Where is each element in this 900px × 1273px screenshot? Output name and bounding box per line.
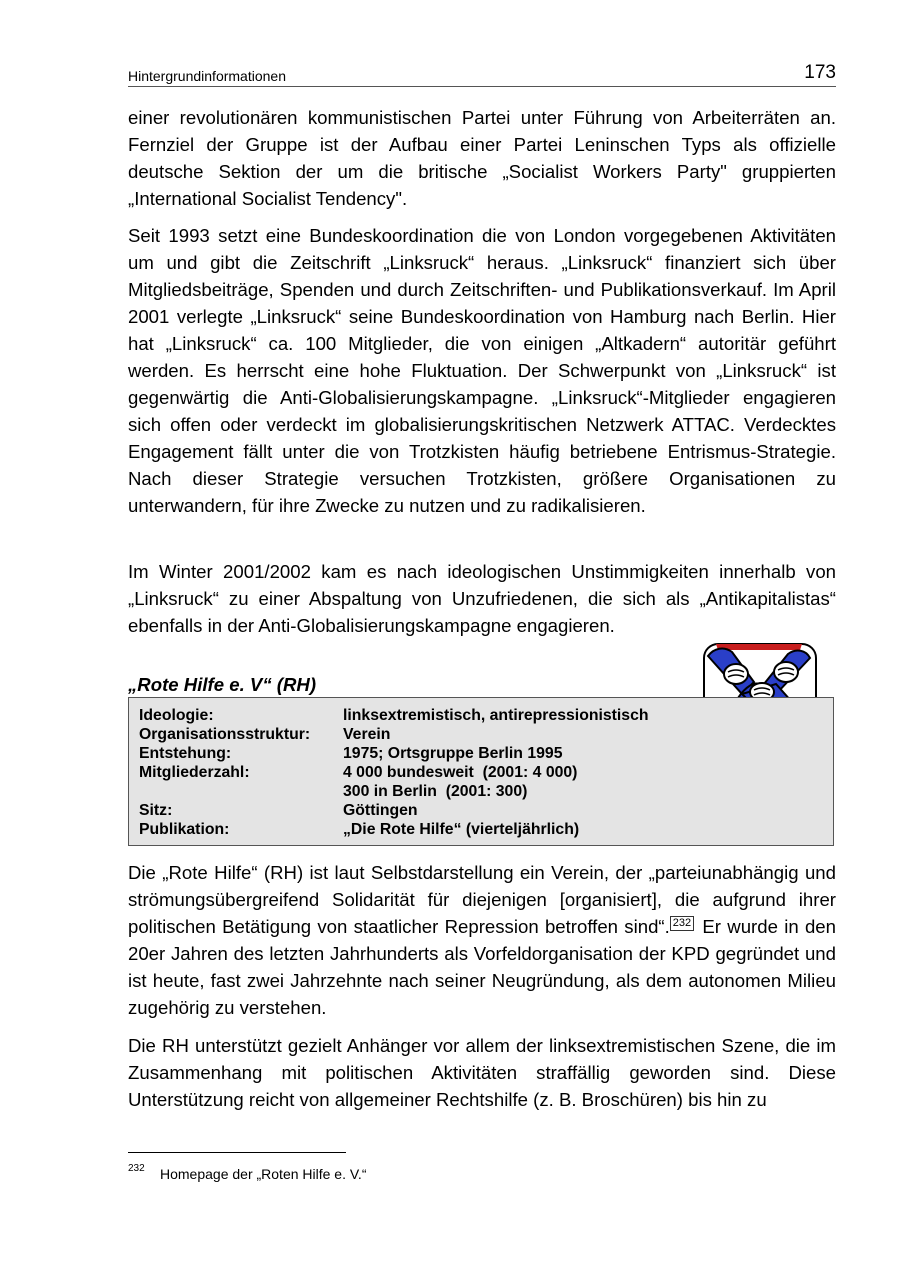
info-row (139, 725, 819, 744)
paragraph-4-end: Er wurde in den 20er Jahren des letzten Jahrhunderts als Vorfeldorganisation der KPD gegründet und ist heute, fast zwei Jahrzehnte nach seiner Neugründung, als dem autonomen Milieu zugehörig zu verstehen. (128, 916, 836, 1018)
paragraph-4-start: Die „Rote Hilfe“ (RH) ist laut Selbstdarstellung ein Verein, der „parteiunabhängig und strömungsübergreifend Solidarität für diejenigen [organisiert], die aufgrund ihrer politischen Betätigung von staatlicher Repression betroffen sind“. (128, 862, 836, 937)
info-label: Mitgliederzahl: (139, 764, 250, 781)
info-value: 4 000 bundesweit (2001: 4 000) (343, 764, 578, 781)
info-value: „Die Rote Hilfe“ (vierteljährlich) (343, 821, 580, 838)
info-label: Sitz: (139, 802, 173, 819)
info-label: Organisationsstruktur: (139, 726, 311, 743)
section-title: „Rote Hilfe e. V“ (RH) (128, 674, 317, 695)
info-value: linksextremistisch, antirepressionistisch (343, 707, 649, 724)
paragraph-5: Die RH unterstützt gezielt Anhänger vor allem der linksextremistischen Szene, die im Zusammenhang mit politischen Aktivitäten straffällig geworden sind. Diese Unterstützung reicht von allgemeiner Rechtshilfe (z. B. Broschüren) bis hin zu (128, 1035, 836, 1110)
paragraph-2: Seit 1993 setzt eine Bundeskoordination die von London vorgegebenen Aktivitäten um und gibt die Zeitschrift „Linksruck“ heraus. „Linksruck“ finanziert sich über Mitgliedsbeiträge, Spenden und durch Zeitschriften- und Publikationsverkauf. Im April 2001 verlegte „Linksruck“ seine Bundeskoordination von Hamburg nach Berlin. Hier hat „Linksruck“ ca. 100 Mitglieder, die von einigen „Altkadern“ autoritär geführt werden. Es herrscht eine hohe Fluktuation. Der Schwerpunkt von „Linksruck“ ist gegenwärtig die Anti-Globalisierungskampagne. „Linksruck“-Mitglieder engagieren sich offen oder verdeckt im globalisierungskritischen Netzwerk ATTAC. Verdecktes Engagement fällt unter die von Trotzkisten häufig betriebene Entrismus-Strategie. Nach dieser Strategie versuchen Trotzkisten, größere Organisationen zu unterwandern, für ihre Zwecke zu nutzen und zu radikalisieren. (128, 225, 836, 516)
info-value: 300 in Berlin (2001: 300) (343, 783, 528, 800)
info-row (139, 763, 819, 782)
organization-info-box (128, 697, 834, 846)
info-value: Göttingen (343, 802, 418, 819)
info-row (139, 744, 819, 763)
footnote-reference-link[interactable]: 232 (670, 916, 694, 931)
paragraph-3: Im Winter 2001/2002 kam es nach ideologischen Unstimmigkeiten innerhalb von „Linksruck“ zu einer Abspaltung von Unzufriedenen, die sich als „Antikapitalistas“ ebenfalls in der Anti-Globalisierungskampagne engagieren. (128, 561, 836, 636)
footnote-number: 232 (128, 1163, 145, 1174)
info-row (139, 706, 819, 725)
info-row (139, 820, 819, 839)
footnote-text: Homepage der „Roten Hilfe e. V.“ (160, 1166, 367, 1182)
paragraph-1: einer revolutionären kommunistischen Partei unter Führung von Arbeiterräten an. Fernziel der Gruppe ist der Aufbau einer Partei Leninschen Typs als offizielle deutsche Sektion der um die britische „Socialist Workers Party" gruppierten „International Socialist Tendency". (128, 107, 836, 209)
info-label: Ideologie: (139, 707, 214, 724)
info-label: Entstehung: (139, 745, 232, 762)
footnote-divider (128, 1152, 346, 1153)
page-number: 173 (804, 62, 836, 83)
info-row (139, 801, 819, 820)
paragraph-4 (128, 859, 836, 1021)
info-value: Verein (343, 726, 391, 743)
info-value: 1975; Ortsgruppe Berlin 1995 (343, 745, 563, 762)
page-header (128, 62, 836, 87)
header-title: Hintergrundinformationen (128, 68, 286, 84)
info-label: Publikation: (139, 821, 230, 838)
info-row (139, 782, 819, 801)
